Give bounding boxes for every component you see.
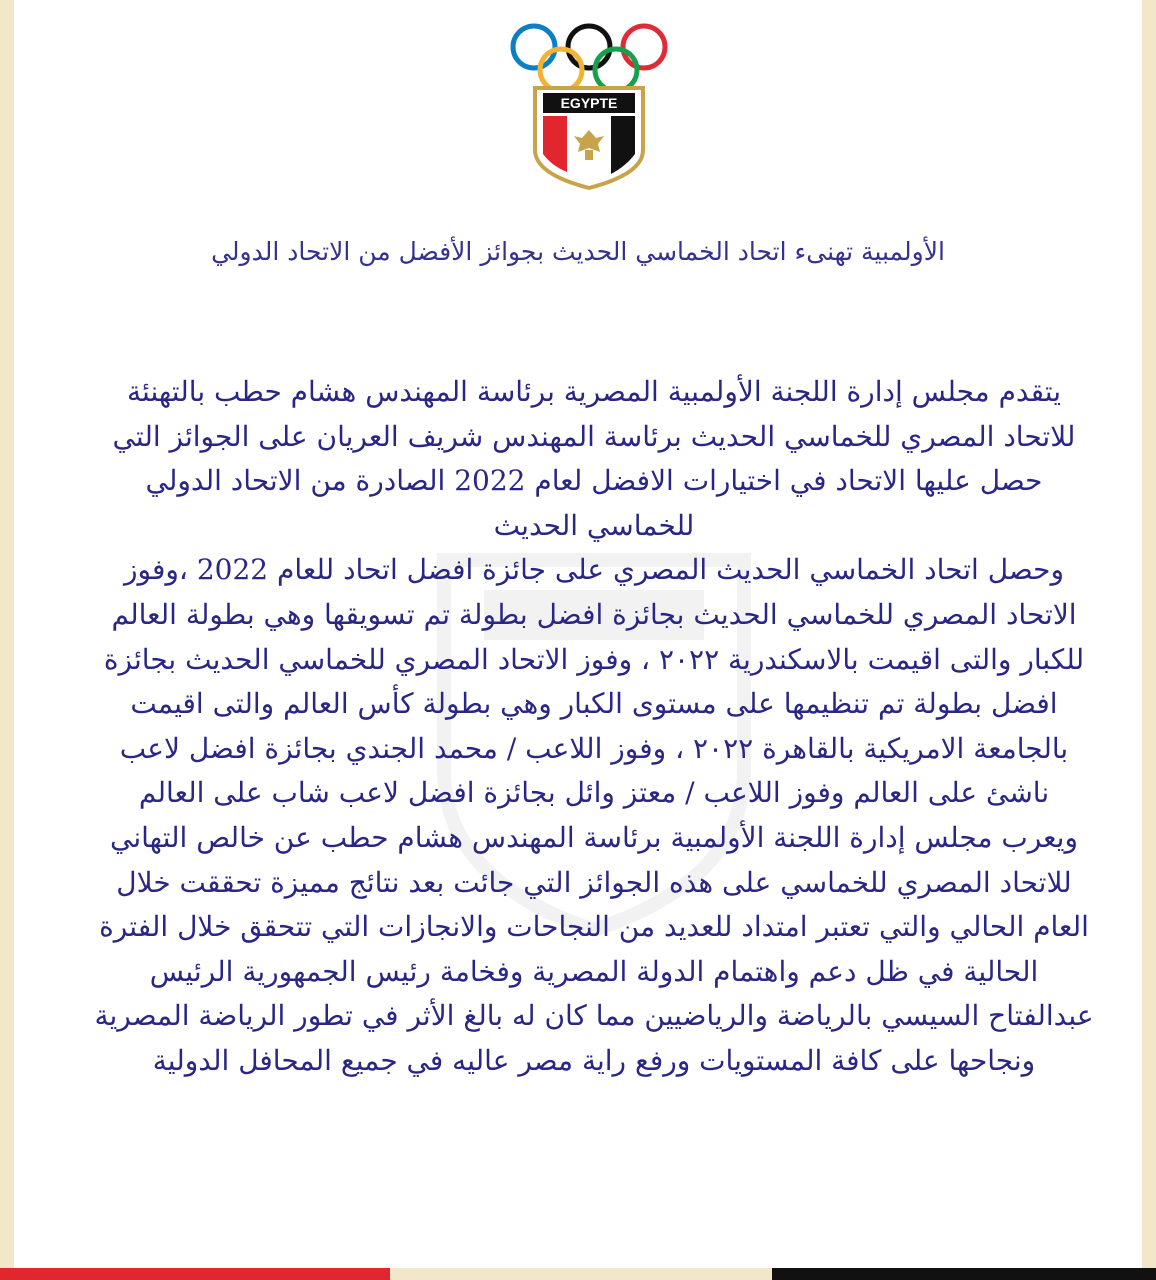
footer-black-bar bbox=[772, 1268, 1156, 1280]
badge-text: EGYPTE bbox=[560, 95, 618, 111]
paragraph-1: يتقدم مجلس إدارة اللجنة الأولمبية المصرية برئاسة المهندس هشام حطب بالتهنئة للاتحاد المصري للخماسي الحديث برئاسة المهندس شريف العريان على الجوائز التي حصل عليها الاتحاد في اختيارات الافضل لعام 2022 الصادرة من الاتحاد الدولي للخماسي الحديث bbox=[112, 375, 1076, 542]
paragraph-3: ويعرب مجلس إدارة اللجنة الأولمبية برئاسة المهندس هشام حطب عن خالص التهاني للاتحاد المصري للخماسي على هذه الجوائز التي جائت بعد نتائج مميزة تحققت خلال العام الحالي والتي تعتبر امتداد للعديد من النجاحات والانجازات التي تتحقق خلال الفترة الحالية في ظل دعم واهتمام الدولة المصرية وفخامة رئيس الجمهورية الرئيس عبدالفتاح السيسي بالرياضة والرياضيين مما كان له بالغ الأثر في تطور الرياضة المصرية ونجاحها على كافة المستويات ورفع راية مصر عاليه في جميع المحافل الدولية bbox=[94, 820, 1094, 1077]
olympic-logo-icon bbox=[494, 22, 684, 192]
footer-red-bar bbox=[0, 1268, 390, 1280]
article-body bbox=[94, 370, 1094, 1084]
press-release-page bbox=[14, 0, 1142, 1268]
paragraph-2: وحصل اتحاد الخماسي الحديث المصري على جائزة افضل اتحاد للعام 2022 ،وفوز الاتحاد المصري للخماسي الحديث بجائزة افضل بطولة تم تسويقها وهي بطولة العالم للكبار والتى اقيمت بالاسكندرية ٢٠٢٢ ، وفوز الاتحاد المصري للخماسي الحديث بجائزة افضل بطولة تم تنظيمها على مستوى الكبار وهي بطولة كأس العالم والتى اقيمت بالجامعة الامريكية بالقاهرة ٢٠٢٢ ، وفوز اللاعب / محمد الجندي بجائزة افضل لاعب ناشئ على العالم وفوز اللاعب / معتز وائل بجائزة افضل لاعب شاب على العالم bbox=[103, 553, 1085, 810]
page-title: الأولمبية تهنىء اتحاد الخماسي الحديث بجوائز الأفضل من الاتحاد الدولي bbox=[211, 237, 945, 266]
